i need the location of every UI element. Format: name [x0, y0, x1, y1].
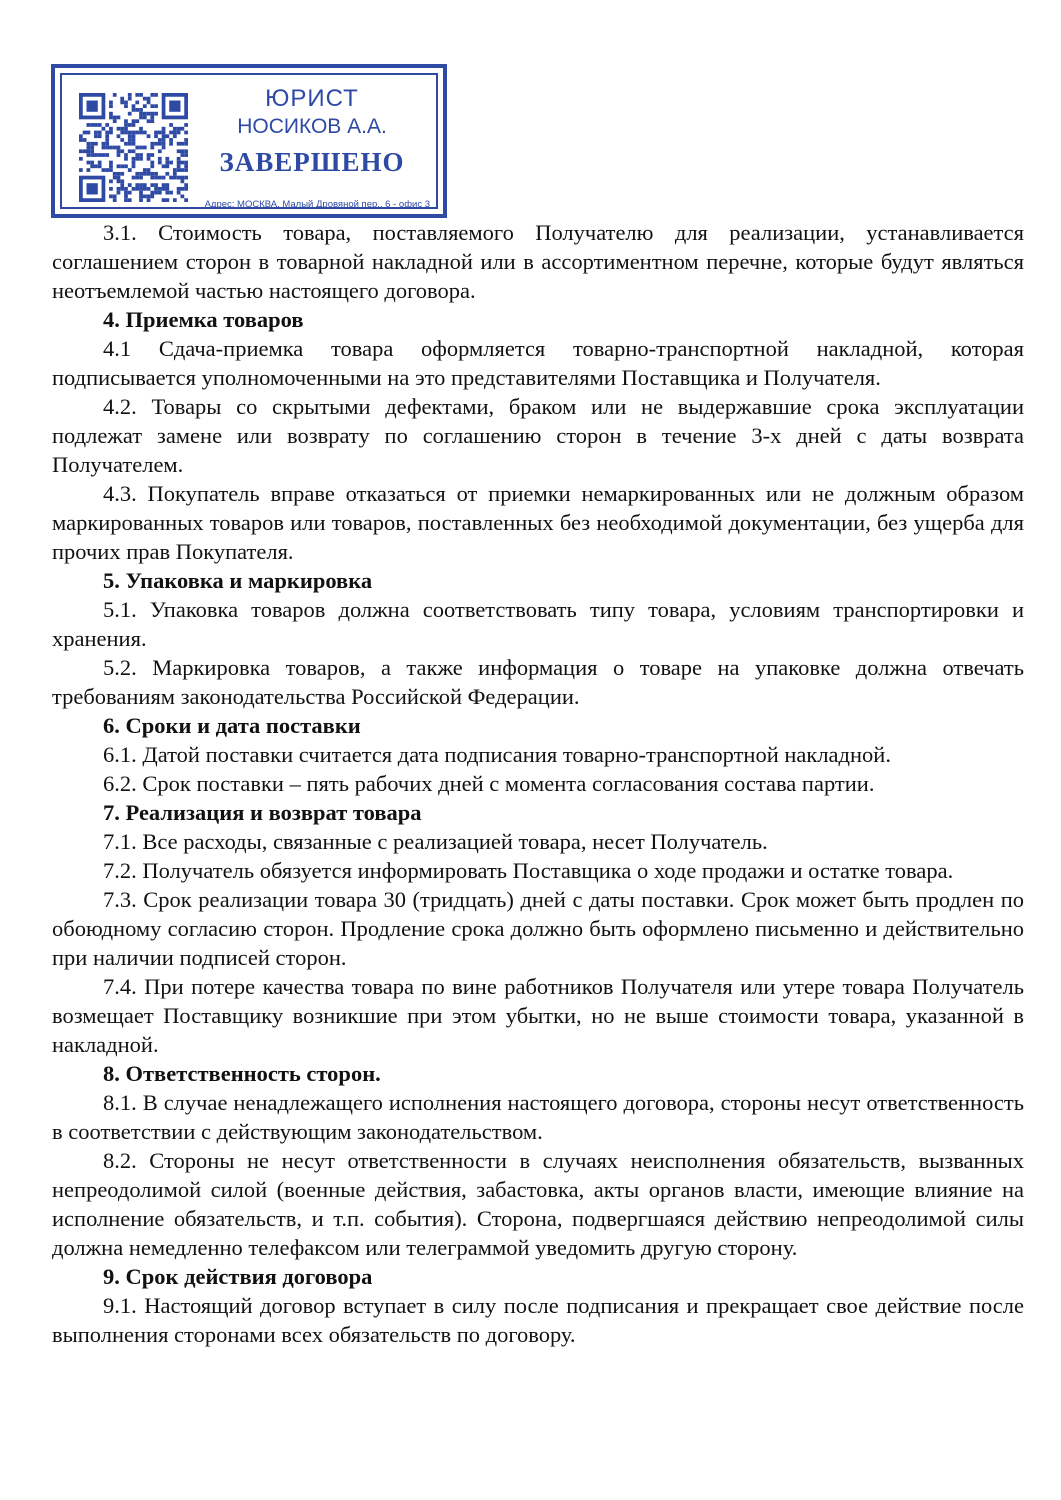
stamp-inner-frame: [60, 73, 438, 209]
section-heading-5: 5. Упаковка и маркировка: [103, 568, 373, 593]
clause-6-1: 6.1. Датой поставки считается дата подписания товарно-транспортной накладной.: [103, 742, 891, 767]
clause-4-3: 4.3. Покупатель вправе отказаться от приемки немаркированных или не должным образом маркированных товаров или товаров, поставленных без необходимой документации, без ущерба для прочих прав Покупателя.: [52, 481, 1024, 564]
clause-8-2: 8.2. Стороны не несут ответственности в случаях неисполнения обязательств, вызванных непреодолимой силой (военные действия, забастовка, акты органов власти, имеющие влияние на исполнение обязательств, и т.п. события). Сторона, подвергшаяся действию непреодолимой силы должна немедленно телефаксом или телеграммой уведомить другую сторону.: [52, 1148, 1024, 1260]
clause-7-4: 7.4. При потере качества товара по вине работников Получателя или утере товара Получатель возмещает Поставщику возникшие при этом убытки, но не выше стоимости товара, указанной в накладной.: [52, 974, 1024, 1057]
clause-3-1: 3.1. Стоимость товара, поставляемого Получателю для реализации, устанавливается соглашением сторон в товарной накладной или в ассортиментном перечне, которые будут являться неотъемлемой частью настоящего договора.: [52, 220, 1024, 303]
clause-7-3: 7.3. Срок реализации товара 30 (тридцать) дней с даты поставки. Срок может быть продлен по обоюдному согласию сторон. Продление срока должно быть оформлено письменно и действительно при наличии подписей сторон.: [52, 887, 1024, 970]
section-heading-6: 6. Сроки и дата поставки: [103, 713, 361, 738]
clause-4-1: 4.1 Сдача-приемка товара оформляется товарно-транспортной накладной, которая подписывается уполномоченными на это представителями Поставщика и Получателя.: [52, 336, 1024, 390]
stamp-title: ЮРИСТ: [265, 85, 359, 112]
stamp-status: ЗАВЕРШЕНО: [219, 147, 405, 177]
clause-8-1: 8.1. В случае ненадлежащего исполнения настоящего договора, стороны несут ответственность в соответствии с действующим законодательством.: [52, 1090, 1024, 1144]
clause-7-1: 7.1. Все расходы, связанные с реализацией товара, несет Получатель.: [103, 829, 768, 854]
stamp-name: НОСИКОВ А.А.: [237, 115, 387, 138]
clause-4-2: 4.2. Товары со скрытыми дефектами, браком или не выдержавшие срока эксплуатации подлежат замене или возврату по соглашению сторон в течение 3-х дней с даты возврата Получателем.: [52, 394, 1024, 477]
section-heading-7: 7. Реализация и возврат товара: [103, 800, 422, 825]
section-heading-9: 9. Срок действия договора: [103, 1264, 373, 1289]
lawyer-stamp: [51, 64, 447, 218]
section-heading-4: 4. Приемка товаров: [103, 307, 304, 332]
clause-5-1: 5.1. Упаковка товаров должна соответствовать типу товара, условиям транспортировки и хранения.: [52, 597, 1024, 651]
clause-6-2: 6.2. Срок поставки – пять рабочих дней с момента согласования состава партии.: [103, 771, 875, 796]
clause-7-2: 7.2. Получатель обязуется информировать Поставщика о ходе продажи и остатке товара.: [103, 858, 954, 883]
clause-5-2: 5.2. Маркировка товаров, а также информация о товаре на упаковке должна отвечать требованиям законодательства Российской Федерации.: [52, 655, 1024, 709]
stamp-address: Адрес: МОСКВА, Малый Дровяной пер., 6 - офис 3: [204, 199, 430, 210]
document-body: [52, 218, 1024, 1349]
section-heading-8: 8. Ответственность сторон.: [103, 1061, 381, 1086]
clause-9-1: 9.1. Настоящий договор вступает в силу после подписания и прекращает свое действие после выполнения сторонами всех обязательств по договору.: [52, 1293, 1024, 1347]
qr-code-icon: [79, 93, 188, 202]
